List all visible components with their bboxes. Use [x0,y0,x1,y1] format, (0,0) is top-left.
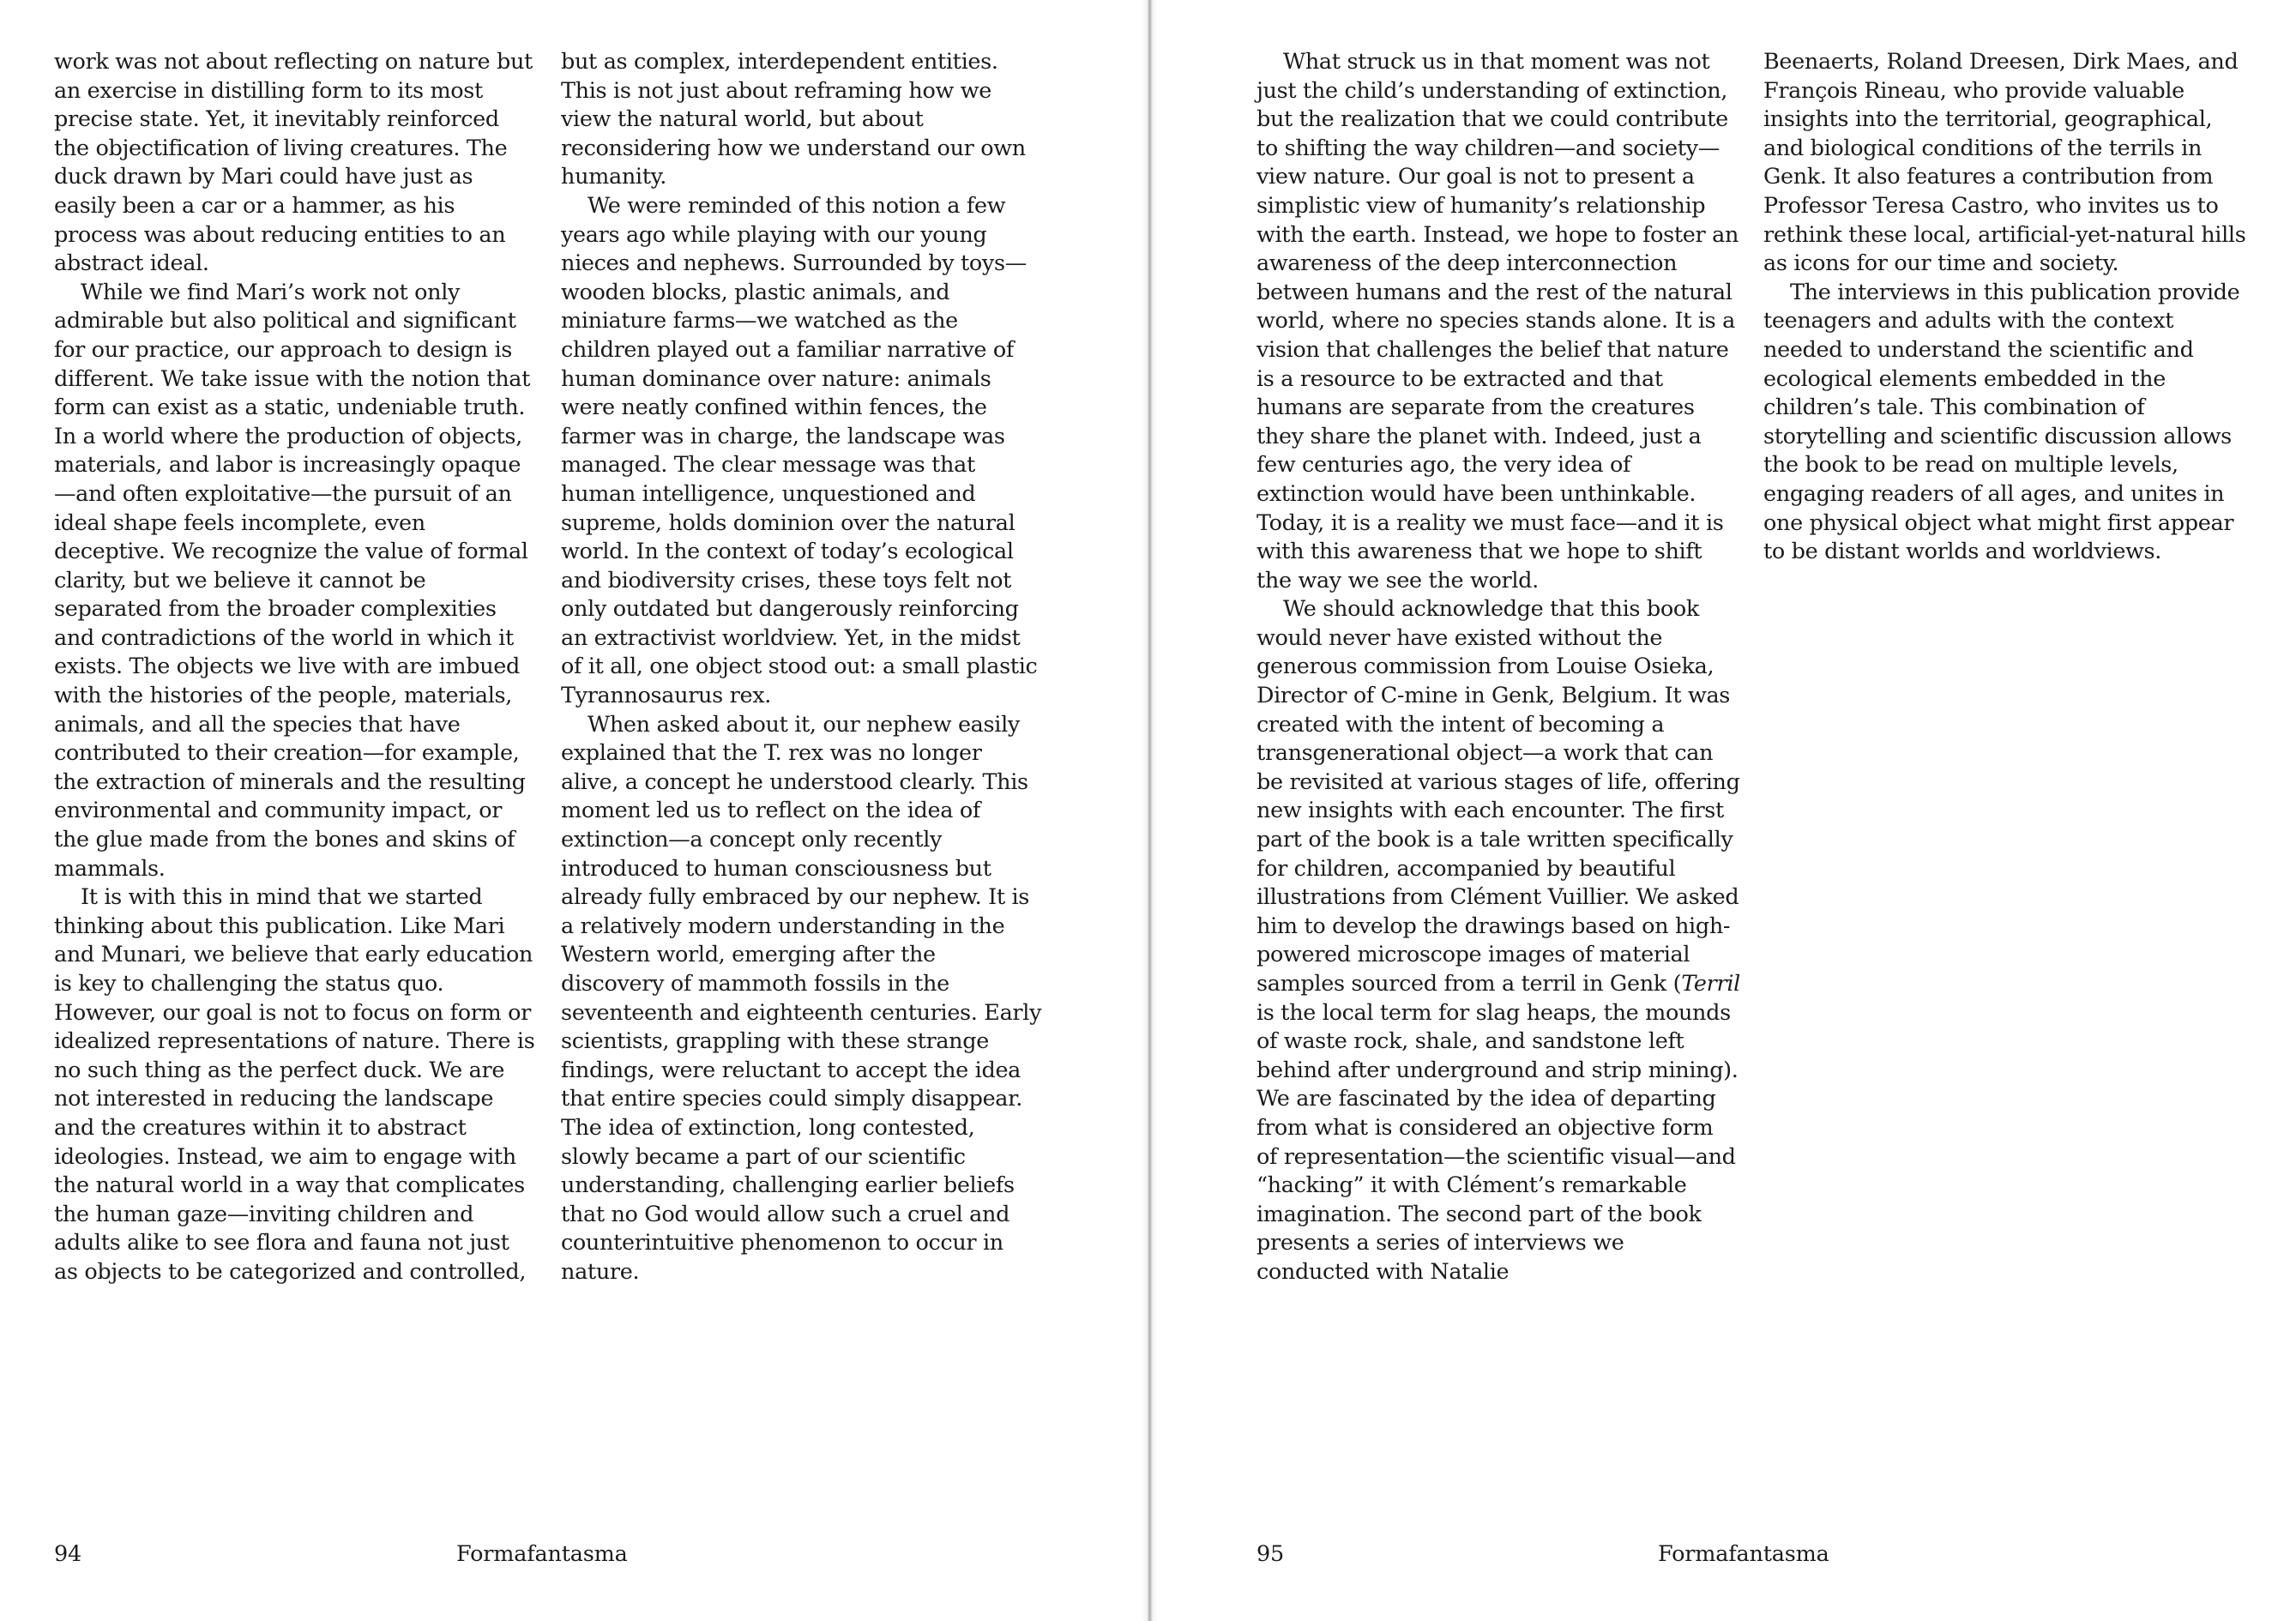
right-page-column-2 [1763,48,2247,567]
italic-term: Terril [1681,971,1740,997]
right-page-column-1 [1256,48,1740,1287]
paragraph-text: We should acknowledge that this book would never have existed without the generous commission from Louise Osieka, Director of C-mine in Genk, Belgium. It was created with the intent of becoming a transgenerational object—a work that can be revisited at various stages of life, offering new insights with each encounter. The first part of the book is a tale written specifically for children, accompanied by beautiful illustrations from Clément Vuillier. We asked him to develop the drawings based on high-powered microscope images of material samples sourced from a terril in Genk ( [1256,596,1740,997]
body-paragraph: but as complex, interdependent entities. This is not just about reframing how we view the natural world, but about reconsidering how we understand our own humanity. [561,49,1026,190]
right-page [1150,0,2296,1621]
body-paragraph: It is with this in mind that we started thinking about this publication. Like Mari and Munari, we believe that early education is key to challenging the status quo. However, our goal is not to focus on form or idealized representations of nature. There is no such thing as the perfect duck. We are not interested in reducing the landscape and the creatures within it to abstract ideologies. Instead, we aim to engage with the natural world in a way that complicates the human gaze—inviting children and adults alike to see flora and fauna not just as objects to be categorized and controlled, [54,884,535,1285]
body-paragraph: What struck us in that moment was not just the child’s understanding of extinction, but the realization that we could contribute to shifting the way children—and society—view nature. Our goal is not to present a simplistic view of humanity’s relationship with the earth. Instead, we hope to foster an awareness of the deep interconnection between humans and the rest of the natural world, where no species stands alone. It is a vision that challenges the belief that nature is a resource to be extracted and that humans are separate from the creatures they share the planet with. Indeed, just a few centuries ago, the very idea of extinction would have been unthinkable. Today, it is a reality we must face—and it is with this awareness that we hope to shift the way we see the world. [1256,49,1739,594]
body-paragraph: The interviews in this publication provide teenagers and adults with the context needed to understand the scientific and ecological elements embedded in the children’s tale. This combination of storytelling and scientific discussion allows the book to be read on multiple levels, engaging readers of all ages, and unites in one physical object what might first appear to be distant worlds and worldviews. [1763,279,2240,565]
running-head: Formafantasma [456,1541,628,1567]
running-head: Formafantasma [1658,1541,1829,1567]
body-paragraph: While we find Mari’s work not only admirable but also political and significant for our practice, our approach to design is different. We take issue with the notion that form can exist as a static, undeniable truth. In a world where the production of objects, materials, and labor is increasingly opaque—and often exploitative—the pursuit of an ideal shape feels incomplete, even deceptive. We recognize the value of formal clarity, but we believe it cannot be separated from the broader complexities and contradictions of the world in which it exists. The objects we live with are imbued with the histories of the people, materials, animals, and all the species that have contributed to their creation—for example, the extraction of minerals and the resulting environmental and community impact, or the glue made from the bones and skins of mammals. [54,279,531,882]
paragraph-text: is the local term for slag heaps, the mounds of waste rock, shale, and sandstone left behind after underground and strip mining). We are fascinated by the idea of departing from what is considered an objective form of representation—the scientific visual—and “hacking” it with Clément’s remarkable imagination. The second part of the book presents a series of interviews we conducted with Natalie [1256,999,1739,1285]
left-page-column-2 [561,48,1045,1287]
body-paragraph [1256,595,1740,1287]
page-number: 95 [1256,1541,1285,1567]
body-paragraph: We were reminded of this notion a few years ago while playing with our young nieces and nephews. Surrounded by toys—wooden blocks, plastic animals, and miniature farms—we watched as the children played out a familiar narrative of human dominance over nature: animals were neatly confined within fences, the farmer was in charge, the landscape was managed. The clear message was that human intelligence, unquestioned and supreme, holds dominion over the natural world. In the context of today’s ecological and biodiversity crises, these toys felt not only outdated but dangerously reinforcing an extractivist worldview. Yet, in the midst of it all, one object stood out: a small plastic Tyrannosaurus rex. [561,192,1038,709]
page-number: 94 [54,1541,82,1567]
body-paragraph: work was not about reflecting on nature but an exercise in distilling form to its most precise state. Yet, it inevitably reinforced the objectification of living creatures. The duck drawn by Mari could have just as easily been a car or a hammer, as his process was about reducing entities to an abstract ideal. [54,49,533,277]
left-page-column-1 [54,48,538,1287]
body-paragraph: Beenaerts, Roland Dreesen, Dirk Maes, and François Rineau, who provide valuable insights into the territorial, geographical, and biological conditions of the terrils in Genk. It also features a contribution from Professor Teresa Castro, who invites us to rethink these local, artificial-yet-natural hills as icons for our time and society. [1763,49,2246,277]
body-paragraph: When asked about it, our nephew easily explained that the T. rex was no longer alive, a concept he understood clearly. This moment led us to reflect on the idea of extinction—a concept only recently introduced to human consciousness but already fully embraced by our nephew. It is a relatively modern understanding in the Western world, emerging after the discovery of mammoth fossils in the seventeenth and eighteenth centuries. Early scientists, grappling with these strange findings, were reluctant to accept the idea that entire species could simply disappear. The idea of extinction, long contested, slowly became a part of our scientific understanding, challenging earlier beliefs that no God would allow such a cruel and counterintuitive phenomenon to occur in nature. [561,711,1042,1285]
